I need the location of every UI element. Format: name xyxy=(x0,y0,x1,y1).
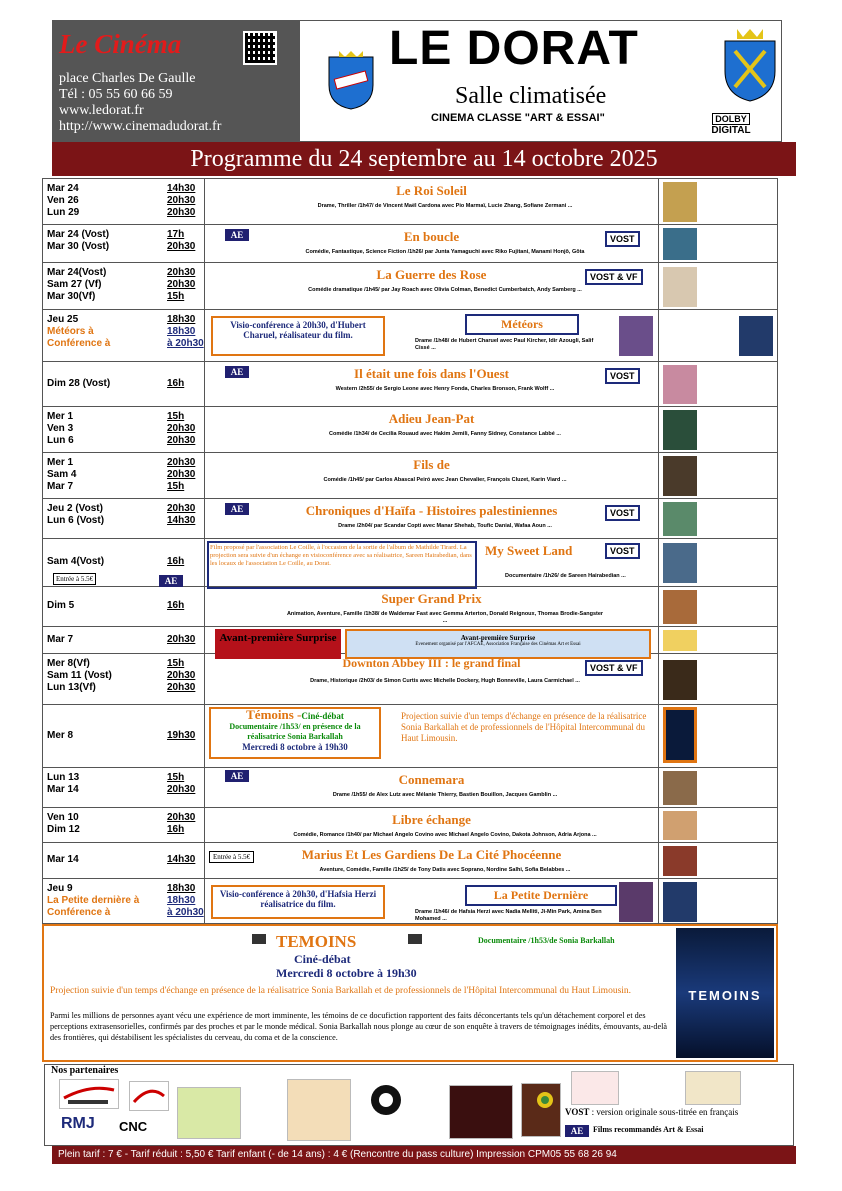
footer-prices: Plein tarif : 7 € - Tarif réduit : 5,50 € Tarif enfant (- de 14 ans) : 4 € (Rencontre du pass culture) Impression CPM05 55 68 26 94 xyxy=(52,1146,796,1164)
film-poster[interactable] xyxy=(663,228,697,260)
date-label: Dim 5 xyxy=(47,600,75,611)
row-dates xyxy=(43,768,205,807)
film-info xyxy=(205,843,659,878)
film-info xyxy=(205,808,659,842)
film-title[interactable]: Connemara xyxy=(398,772,465,787)
film-details: Aventure, Comédie, Famille /1h25/ de Tony Datis avec Soprano, Nordine Salhi, Sofia Belabbes ... xyxy=(319,867,571,873)
ae-badge: AE xyxy=(225,503,249,515)
debat-date: Mercredi 8 octobre à 19h30 xyxy=(242,742,348,752)
showtime[interactable]: 16h xyxy=(167,824,185,835)
date-label: Mar 30 (Vost) xyxy=(47,241,110,252)
poster-column xyxy=(659,179,777,224)
poster-column xyxy=(659,843,777,878)
poster-column xyxy=(659,225,777,262)
schedule-row xyxy=(43,453,777,499)
date-label: Jeu 2 (Vost) xyxy=(47,503,103,514)
film-title[interactable]: Il était une fois dans l'Ouest xyxy=(354,366,509,381)
film-info xyxy=(205,654,659,704)
cinema-name: Le Cinéma xyxy=(59,29,182,59)
showtime[interactable]: 18h30 xyxy=(167,314,196,325)
poster-column xyxy=(659,263,777,309)
partner-poster xyxy=(177,1087,241,1139)
cine-debat-label: Ciné-débat xyxy=(301,711,344,721)
showtime[interactable]: à 20h30 xyxy=(167,907,204,918)
schedule-row xyxy=(43,310,777,362)
showtime[interactable]: 15h xyxy=(167,481,185,492)
date-label: Mer 1 xyxy=(47,411,74,422)
poster-column xyxy=(659,705,777,767)
showtime[interactable]: 20h30 xyxy=(167,279,196,290)
film-details: Comédie, Romance /1h40/ par Michael Angelo Covino avec Michael Angelo Covino, Dakota Johnson, Adria Arjona ... xyxy=(293,832,597,838)
poster-column xyxy=(659,627,777,653)
date-label: Lun 13 xyxy=(47,772,80,783)
film-title[interactable]: Downton Abbey III : le grand final xyxy=(342,656,521,670)
address: place Charles De Gaulle xyxy=(59,71,196,86)
poster-column xyxy=(659,362,777,406)
film-poster[interactable] xyxy=(663,882,697,922)
temoins-date: Mercredi 8 octobre à 19h30 xyxy=(276,966,417,980)
date-label: Ven 26 xyxy=(47,195,79,206)
showtime[interactable]: 20h30 xyxy=(167,503,196,514)
showtime[interactable]: 15h xyxy=(167,772,185,783)
schedule-row xyxy=(43,407,777,453)
schedule-row xyxy=(43,179,777,225)
poster-column xyxy=(659,453,777,498)
showtime[interactable]: 17h xyxy=(167,229,185,240)
film-info xyxy=(205,453,659,498)
showtime[interactable]: 18h30 xyxy=(167,895,196,906)
schedule-row xyxy=(43,587,777,627)
temoins-feature xyxy=(42,924,778,1062)
vost-badge: VOST & VF xyxy=(585,660,643,676)
cine-debat-box[interactable] xyxy=(209,707,381,759)
showtime[interactable]: 16h xyxy=(167,600,185,611)
temoins-cine: Ciné-débat xyxy=(294,952,351,966)
cinema-info-panel xyxy=(53,21,300,141)
programme-title: Programme du 24 septembre au 14 octobre 2025 xyxy=(52,142,796,176)
showtime[interactable]: 18h30 xyxy=(167,326,196,337)
row-dates xyxy=(43,407,205,452)
showtime[interactable]: 16h xyxy=(167,556,185,567)
date-label: Météors à xyxy=(47,326,94,337)
website-link[interactable]: www.ledorat.fr xyxy=(59,103,144,118)
showtime[interactable]: à 20h30 xyxy=(167,338,204,349)
film-title[interactable]: Super Grand Prix xyxy=(381,591,482,606)
film-poster[interactable] xyxy=(739,316,773,356)
film-poster[interactable] xyxy=(663,543,697,583)
partner-poster xyxy=(287,1079,351,1141)
showtime[interactable]: 20h30 xyxy=(167,267,196,278)
salle-climatisee: Salle climatisée xyxy=(455,83,607,109)
row-dates xyxy=(43,453,205,498)
film-title[interactable]: Adieu Jean-Pat xyxy=(388,411,475,426)
film-details: Comédie, Fantastique, Science Fiction /1h26/ par Junta Yamaguchi avec Riko Fujitani, Manami Honjô, Gôta xyxy=(305,249,585,255)
cnc-logo: CNC xyxy=(119,1119,148,1134)
row-dates xyxy=(43,879,205,924)
film-details: Documentaire /1h26/ de Sareen Hairabedian ... xyxy=(505,573,626,579)
film-info xyxy=(205,179,659,224)
date-label: Sam 27 (Vf) xyxy=(47,279,102,290)
debat-desc: Projection suivie d'un temps d'échange en présence de la réalisatrice Sonia Barkallah et de professionnels de l'Hôpital Intercommunal du Haut Limousin. xyxy=(401,711,647,743)
visio-conference-box[interactable]: Visio-conférence à 20h30, d'Hubert Charuel, réalisateur du film. xyxy=(211,316,385,356)
film-details: Drame /1h48/ de Hubert Charuel avec Paul Kircher, Idir Azougli, Salif Cissé ... xyxy=(415,338,594,351)
temoins-title: TEMOINS xyxy=(276,932,357,951)
vost-legend: VOST : version originale sous-titrée en français xyxy=(565,1107,739,1117)
showtime[interactable]: 15h xyxy=(167,291,185,302)
schedule-row xyxy=(43,879,777,925)
phone: Tél : 05 55 60 66 59 xyxy=(59,87,173,102)
entry-price-badge: Entrée à 5.5€ xyxy=(209,851,254,863)
showtime[interactable]: 20h30 xyxy=(167,195,196,206)
film-info xyxy=(205,879,659,924)
qr-code-icon[interactable] xyxy=(243,31,277,65)
date-label: Dim 28 (Vost) xyxy=(47,377,111,389)
doc-label: Documentaire /1h53/ en présence de la réalisatrice Sonia Barkallah xyxy=(229,722,361,741)
date-label: Mar 14 xyxy=(47,784,79,795)
poster-column xyxy=(659,808,777,842)
date-label: Mar 30(Vf) xyxy=(47,291,96,302)
showtime[interactable]: 20h30 xyxy=(167,784,196,795)
film-title[interactable]: Fils de xyxy=(413,457,450,472)
film-poster[interactable] xyxy=(663,456,697,496)
row-dates xyxy=(43,179,205,224)
film-poster[interactable] xyxy=(663,630,697,651)
showtime[interactable]: 20h30 xyxy=(167,457,196,468)
film-details: Drame, Historique /2h03/ de Simon Curtis avec Michelle Dockery, Hugh Bonneville, Laura Carmichael ... xyxy=(310,678,580,684)
ae-badge: AE xyxy=(225,770,249,782)
date-label: Mar 7 xyxy=(47,481,74,492)
film-title[interactable]: My Sweet Land xyxy=(485,543,573,558)
film-title[interactable]: Marius Et Les Gardiens De La Cité Phocéenne xyxy=(301,847,562,862)
showtime[interactable]: 14h30 xyxy=(167,183,196,194)
avant-premiere-note: Evenement organisé par l'AFCAE, Association Française des Cinémas Art et Essai xyxy=(415,642,581,647)
ae-logo: AE xyxy=(565,1125,589,1137)
showtime[interactable]: 20h30 xyxy=(167,423,196,434)
partner-flyer xyxy=(685,1071,741,1105)
showtime[interactable]: 18h30 xyxy=(167,883,196,894)
film-info xyxy=(205,768,659,807)
poster-column xyxy=(659,587,777,626)
film-info xyxy=(205,539,659,586)
showtime[interactable]: 16h xyxy=(167,377,185,389)
ae-badge: AE xyxy=(225,229,249,241)
programme-grid xyxy=(42,178,778,924)
dolby-logo: DOLBY DIGITAL xyxy=(711,114,751,136)
date-label: Mar 24 (Vost) xyxy=(47,229,110,240)
schedule-row xyxy=(43,539,777,587)
ae-badge: AE xyxy=(159,575,183,587)
film-title[interactable]: Le Roi Soleil xyxy=(396,183,467,198)
ae-legend: Films recommandés Art & Essai xyxy=(593,1125,704,1134)
row-dates xyxy=(43,310,205,361)
film-info xyxy=(205,407,659,452)
schedule-row xyxy=(43,499,777,539)
town-title: LE DORAT xyxy=(389,22,639,75)
poster-column xyxy=(659,654,777,704)
film-details: Comédie /1h34/ de Cecilia Rouaud avec Hakim Jemili, Fanny Sidney, Constance Labbé ... xyxy=(329,431,561,437)
date-label: Sam 4(Vost) xyxy=(47,556,105,567)
date-label: Ven 10 xyxy=(47,812,79,823)
partners-title: Nos partenaires xyxy=(51,1065,119,1076)
date-label: Lun 6 (Vost) xyxy=(47,515,105,526)
vost-badge: VOST xyxy=(605,368,640,384)
avant-premiere-box[interactable]: Avant-première Surprise xyxy=(215,629,341,659)
vost-badge: VOST xyxy=(605,231,640,247)
partner-flower-icon xyxy=(533,1089,557,1111)
avant-premiere-label: Avant-première Surprise xyxy=(460,634,536,642)
film-details: Drame /2h04/ par Scandar Copti avec Manar Shehab, Toufic Danial, Wafaa Aoun ... xyxy=(338,523,552,529)
showtime[interactable]: 15h xyxy=(167,658,185,669)
film-title[interactable]: En boucle xyxy=(403,229,460,244)
film-poster[interactable] xyxy=(663,182,697,222)
region-logo xyxy=(129,1081,169,1111)
film-title-box[interactable]: La Petite Dernière xyxy=(465,885,617,906)
film-details: Drame /1h46/ de Hafsia Herzi avec Nadia Melliti, Ji-Min Park, Amina Ben Mohamed ... xyxy=(415,909,602,922)
row-dates xyxy=(43,225,205,262)
showtime[interactable]: 20h30 xyxy=(167,241,196,252)
film-info xyxy=(205,499,659,538)
row-dates xyxy=(43,263,205,309)
showtime[interactable]: 19h30 xyxy=(167,729,196,741)
film-poster[interactable] xyxy=(619,882,653,922)
film-poster[interactable] xyxy=(663,846,697,876)
schedule-row xyxy=(43,225,777,263)
schedule-row xyxy=(43,627,777,654)
date-label: Sam 4 xyxy=(47,469,77,480)
film-details: Drame, Thriller /1h47/ de Vincent Maël Cardona avec Pio Marmaï, Lucie Zhang, Sofiane Zermani ... xyxy=(317,203,573,209)
film-info xyxy=(205,310,659,361)
partner-poster xyxy=(449,1085,513,1139)
temoins-synopsis: Parmi les millions de personnes ayant vécu une expérience de mort imminente, les témoins de ce docufiction rapportent des faits déconcertants tels qu'un détachement corporel et des perceptions extrasensorielles, confirmés par des proches et par le monde médical. Sonia Barkallah nous plonge au cœur de son enquête à travers de témoignages inédits, émouvants, au-delà des frontières, qui déstabilisent les spécialistes du cerveau, du coma et de la conscience. xyxy=(50,1011,668,1042)
row-dates xyxy=(43,627,205,653)
film-poster[interactable] xyxy=(663,410,697,450)
clapper-icon xyxy=(408,934,422,944)
film-details: Drame /1h55/ de Alex Lutz avec Mélanie Thierry, Bastien Bouillon, Jacques Gamblin ... xyxy=(332,792,558,798)
date-label: Conférence à xyxy=(47,907,111,918)
row-dates xyxy=(43,539,205,586)
date-label: Conférence à xyxy=(47,338,111,349)
partner-logo xyxy=(59,1079,119,1109)
film-title[interactable]: Libre échange xyxy=(392,812,471,827)
rmj-logo: RMJ xyxy=(61,1115,95,1132)
film-poster[interactable] xyxy=(663,660,697,700)
date-label: Jeu 25 xyxy=(47,314,79,325)
schedule-row xyxy=(43,654,777,705)
film-info xyxy=(205,225,659,262)
vost-badge: VOST xyxy=(605,505,640,521)
url-link[interactable]: http://www.cinemadudorat.fr xyxy=(59,119,222,134)
date-label: Mer 8(Vf) xyxy=(47,658,90,669)
film-info xyxy=(205,705,659,767)
clapper-icon xyxy=(252,934,266,944)
temoins-poster[interactable]: TEMOINS xyxy=(676,928,774,1058)
showtime[interactable]: 20h30 xyxy=(167,207,196,218)
film-details: Comédie dramatique /1h45/ par Jay Roach avec Olivia Colman, Benedict Cumberbatch, Andy Samberg ... xyxy=(308,287,582,293)
showtime[interactable]: 20h30 xyxy=(167,633,196,645)
showtime[interactable]: 14h30 xyxy=(167,515,196,526)
date-label: Lun 6 xyxy=(47,435,74,446)
showtime[interactable]: 20h30 xyxy=(167,812,196,823)
showtime[interactable]: 20h30 xyxy=(167,435,196,446)
poster-column xyxy=(659,539,777,586)
vost-badge: VOST & VF xyxy=(585,269,643,285)
date-label: Mar 24(Vost) xyxy=(47,267,107,278)
film-title[interactable]: La Guerre des Rose xyxy=(376,267,487,282)
row-dates xyxy=(43,705,205,767)
poster-column xyxy=(659,499,777,538)
date-label: Sam 11 (Vost) xyxy=(47,670,112,681)
showtime[interactable]: 20h30 xyxy=(167,469,196,480)
partner-circle-icon xyxy=(369,1083,403,1117)
film-poster[interactable] xyxy=(663,502,697,536)
schedule-row xyxy=(43,705,777,768)
date-label: Mer 8 xyxy=(47,729,74,741)
film-poster[interactable] xyxy=(663,590,697,624)
date-label: Mer 1 xyxy=(47,457,74,468)
visio-conference-box[interactable]: Visio-conférence à 20h30, d'Hafsia Herzi réalisatrice du film. xyxy=(211,885,385,919)
partner-flyer xyxy=(571,1071,619,1105)
event-note: Film proposé par l'association Le Coille, à l'occasion de la sortie de l'album de Mathilde Tirard. La projection sera suivie d'un échange en visioconférence avec sa réalisatrice, Sareen Hairabedian, dans les locaux de l'association Le Coille, au Dorat. xyxy=(207,541,477,589)
row-dates xyxy=(43,587,205,626)
film-poster[interactable] xyxy=(663,811,697,840)
date-label: Mar 7 xyxy=(47,633,74,645)
film-info xyxy=(205,263,659,309)
date-label: Jeu 9 xyxy=(47,883,73,894)
row-dates xyxy=(43,808,205,842)
schedule-row xyxy=(43,843,777,879)
schedule-row xyxy=(43,263,777,310)
partners-section xyxy=(44,1064,794,1146)
film-title[interactable]: Chroniques d'Haïfa - Histoires palestiniennes xyxy=(305,503,558,518)
poster-column xyxy=(659,879,777,924)
film-poster[interactable] xyxy=(663,365,697,404)
poster-column xyxy=(659,768,777,807)
schedule-row xyxy=(43,362,777,407)
date-label: Ven 3 xyxy=(47,423,74,434)
row-dates xyxy=(43,654,205,704)
coat-of-arms-right-icon xyxy=(721,27,779,105)
schedule-row xyxy=(43,768,777,808)
date-label: Lun 29 xyxy=(47,207,80,218)
poster-column xyxy=(659,407,777,452)
schedule-row xyxy=(43,808,777,843)
temoins-label: Témoins - xyxy=(246,707,302,722)
film-poster[interactable] xyxy=(619,316,653,356)
date-label: Dim 12 xyxy=(47,824,80,835)
showtime[interactable]: 15h xyxy=(167,411,185,422)
film-title-box[interactable]: Météors xyxy=(465,314,579,335)
entry-price-badge: Entrée à 5.5€ xyxy=(53,573,96,585)
showtime[interactable]: 20h30 xyxy=(167,670,196,681)
temoins-doc: Documentaire /1h53/de Sonia Barkallah xyxy=(478,936,615,945)
ae-badge: AE xyxy=(225,366,249,378)
vost-badge: VOST xyxy=(605,543,640,559)
date-label: Mar 14 xyxy=(47,854,79,865)
film-info xyxy=(205,587,659,626)
film-poster[interactable] xyxy=(663,771,697,805)
showtime[interactable]: 20h30 xyxy=(167,682,196,693)
temoins-intro: Projection suivie d'un temps d'échange en présence de la réalisatrice Sonia Barkallah et de professionnels de l'Hôpital Intercommunal du Haut Limousin. xyxy=(50,986,632,996)
row-dates xyxy=(43,499,205,538)
coat-of-arms-left-icon xyxy=(325,51,377,111)
poster-column xyxy=(659,310,777,361)
row-dates xyxy=(43,843,205,878)
film-details: Comédie /1h45/ par Carlos Abascal Peiró avec Jean Chevalier, François Cluzet, Karin Viard ... xyxy=(323,477,567,483)
row-dates xyxy=(43,362,205,406)
showtime[interactable]: 14h30 xyxy=(167,854,196,865)
film-info xyxy=(205,627,659,653)
date-label: Mar 24 xyxy=(47,183,79,194)
film-poster[interactable] xyxy=(663,707,697,763)
date-label: La Petite dernière à xyxy=(47,895,140,906)
film-poster[interactable] xyxy=(663,267,697,307)
header xyxy=(52,20,782,142)
classe-art-essai: CINEMA CLASSE "ART & ESSAI" xyxy=(431,112,605,124)
film-details: Western /2h55/ de Sergio Leone avec Henry Fonda, Charles Bronson, Frank Wolff ... xyxy=(335,386,555,392)
film-details: Animation, Aventure, Famille /1h38/ de Waldemar Fast avec Gemma Arterton, Donald Reignoux, Thomas Brodie-Sangster ... xyxy=(286,611,604,624)
date-label: Lun 13(Vf) xyxy=(47,682,96,693)
film-info xyxy=(205,362,659,406)
